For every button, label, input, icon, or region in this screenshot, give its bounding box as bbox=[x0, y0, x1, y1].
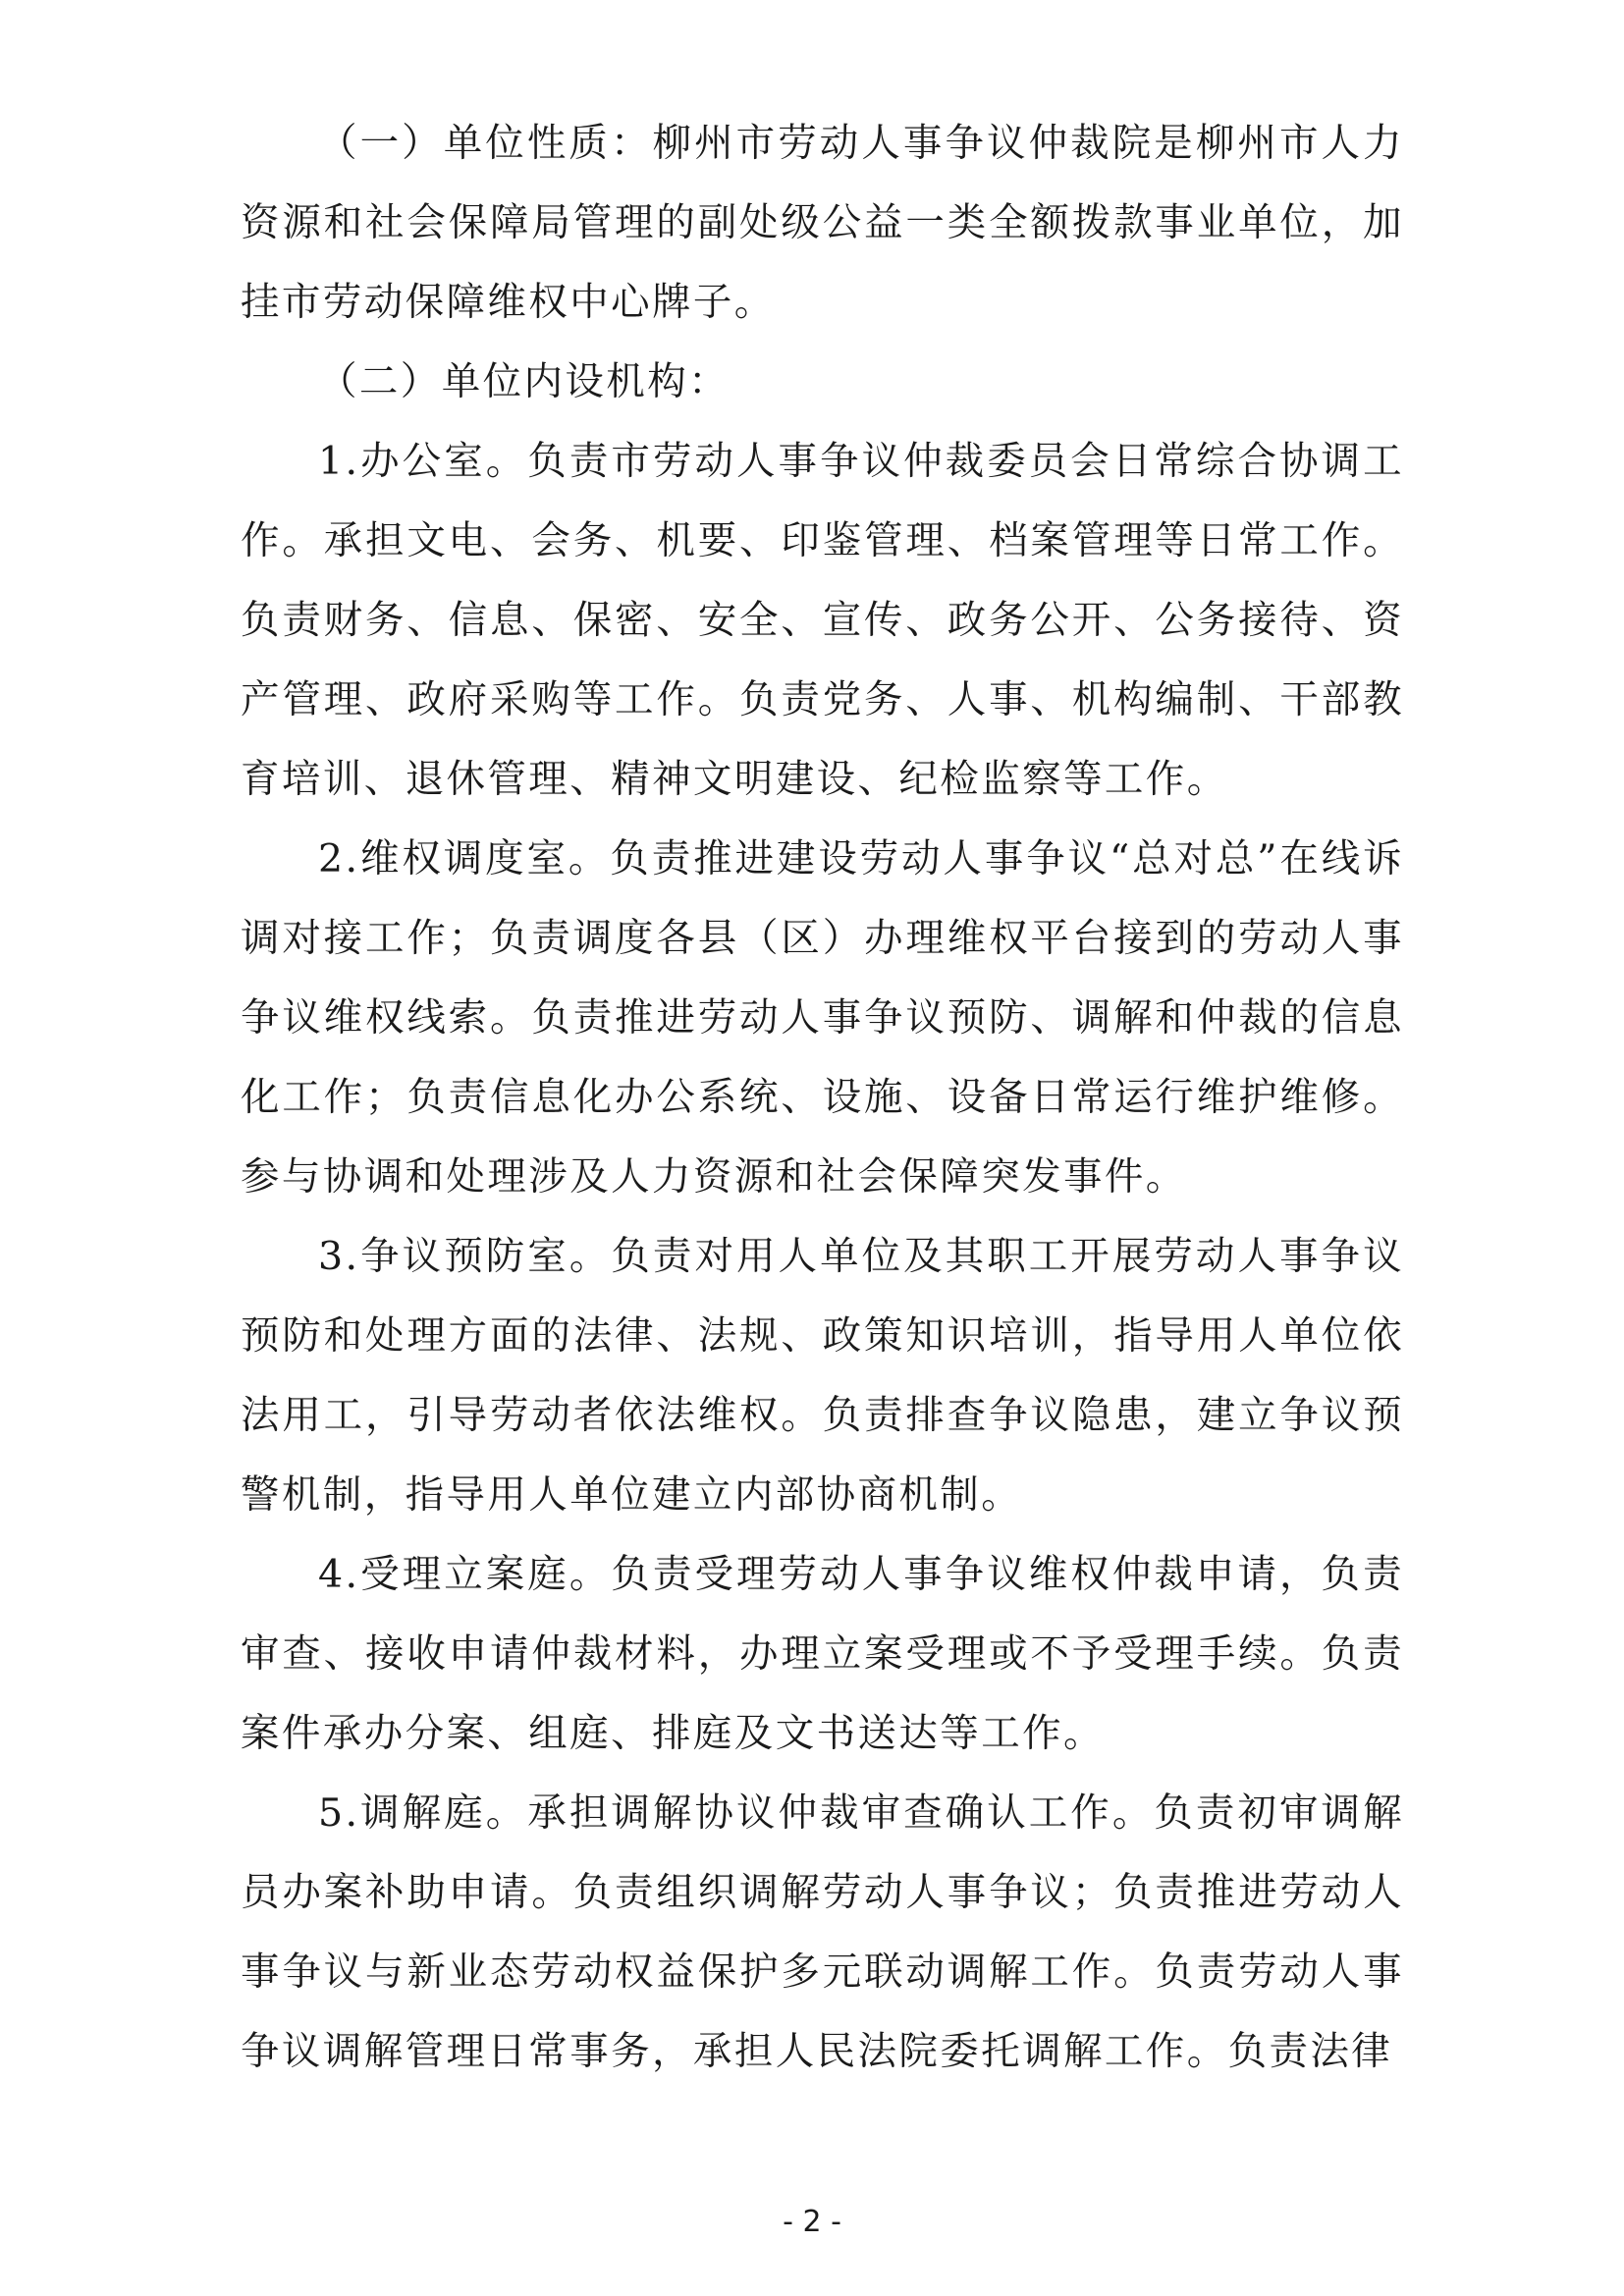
paragraph-mediation-court: 5.调解庭。承担调解协议仲裁审查确认工作。负责初审调解员办案补助申请。负责组织调解劳动人事争议；负责推进劳动人事争议与新业态劳动权益保护多元联动调解工作。负责劳动人事争议调解管理日常事务，承担人民法院委托调解工作。负责法律 bbox=[241, 1790, 1404, 2074]
paragraph-internal-institutions: （二）单位内设机构： bbox=[318, 359, 730, 404]
paragraph-office: 1.办公室。负责市劳动人事争议仲裁委员会日常综合协调工作。承担文电、会务、机要、印鉴管理、档案管理等日常工作。负责财务、信息、保密、安全、宣传、政务公开、公务接待、资产管理、政府采购等工作。负责党务、人事、机构编制、干部教育培训、退休管理、精神文明建设、纪检监察等工作。 bbox=[241, 439, 1404, 802]
paragraph-rights-dispatch-room: 2.维权调度室。负责推进建设劳动人事争议“总对总”在线诉调对接工作；负责调度各县（区）办理维权平台接到的劳动人事争议维权线索。负责推进劳动人事争议预防、调解和仲裁的信息化工作；负责信息化办公系统、设施、设备日常运行维护维修。参与协调和处理涉及人力资源和社会保障突发事件。 bbox=[241, 836, 1404, 1200]
document-body bbox=[241, 104, 1404, 2092]
paragraph-filing-court: 4.受理立案庭。负责受理劳动人事争议维权仲裁申请，负责审查、接收申请仲裁材料，办理立案受理或不予受理手续。负责案件承办分案、组庭、排庭及文书送达等工作。 bbox=[241, 1552, 1404, 1756]
page-number: - 2 - bbox=[783, 2205, 841, 2239]
paragraph-dispute-prevention-room: 3.争议预防室。负责对用人单位及其职工开展劳动人事争议预防和处理方面的法律、法规、政策知识培训，指导用人单位依法用工，引导劳动者依法维权。负责排查争议隐患，建立争议预警机制，指导用人单位建立内部协商机制。 bbox=[241, 1234, 1404, 1518]
paragraph-unit-nature: （一）单位性质：柳州市劳动人事争议仲裁院是柳州市人力资源和社会保障局管理的副处级公益一类全额拨款事业单位，加挂市劳动保障维权中心牌子。 bbox=[241, 121, 1404, 325]
